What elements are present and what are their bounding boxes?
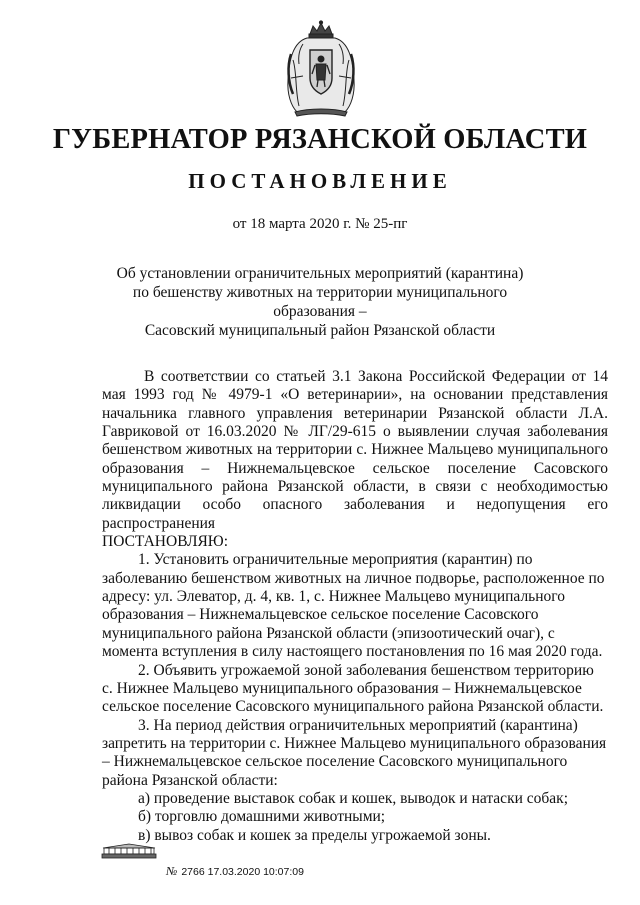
registration-number-timestamp: 2766 17.03.2020 10:07:09 <box>181 866 304 878</box>
item-3-paragraph: 3. На период действия ограничительных мероприятий (карантина) запретить на территории с. Нижнее Мальцево муниципального образования – Нижнемальцевское сельское поселение Сасовского муниципального района Рязанской области: <box>102 716 607 789</box>
decree-word: ПОСТАНОВЛЯЮ: <box>102 533 229 551</box>
document-date-number: от 18 марта 2020 г. № 25-пг <box>232 216 408 232</box>
subject-line: по бешенству животных на территории муниципального образования – <box>132 284 508 320</box>
issuing-authority-heading: ГУБЕРНАТОР РЯЗАНСКОЙ ОБЛАСТИ <box>52 124 588 155</box>
item-3-subitem-a: а) проведение выставок собак и кошек, выводок и натаски собак; <box>138 789 568 807</box>
registration-stamp-logo <box>101 843 157 859</box>
registration-number-symbol: № <box>166 864 178 878</box>
subject-line: Сасовский муниципальный район Рязанской области <box>144 322 496 339</box>
registration-mark <box>166 864 304 879</box>
item-2-paragraph: 2. Объявить угрожаемой зоной заболевания бешенством территорию с. Нижнее Мальцево муниципального образования – Нижнемальцевское сельское поселение Сасовского муниципального района Рязанской области. <box>102 661 604 716</box>
item-3-subitem-c: в) вывоз собак и кошек за пределы угрожаемой зоны. <box>138 826 491 844</box>
document-subject <box>100 264 540 340</box>
item-3-subitem-b: б) торговлю домашними животными; <box>138 808 386 826</box>
document-body <box>102 368 608 845</box>
coat-of-arms-emblem <box>283 20 359 118</box>
subject-line: Об установлении ограничительных мероприятий (карантина) <box>116 265 524 282</box>
item-1-paragraph: 1. Установить ограничительные мероприятия (карантин) по заболеванию бешенством животных на личное подворье, расположенное по адресу: ул. Элеватор, д. 4, кв. 1, с. Нижнее Мальцево муниципального образования – Нижнемальцевское сельское поселение Сасовского муниципального района Рязанской области (эпизоотический очаг), с момента вступления в силу настоящего постановления по 16 мая 2020 года. <box>102 551 605 661</box>
preamble-paragraph: В соответствии со статьей 3.1 Закона Российской Федерации от 14 мая 1993 год № 4979-1 «О ветеринарии», на основании представления начальника главного управления ветеринарии Рязанской области Л.А. Гавриковой от 16.03.2020 № ЛГ/29-615 о выявлении случая заболевания бешенством животных на территории с. Нижнее Мальцево муниципального образования – Нижнемальцевское сельское поселение Сасовского муниципального района Рязанской области, в связи с необходимостью ликвидации особо опасного заболевания и недопущения его распространения <box>102 368 608 532</box>
document-type-heading: ПОСТАНОВЛЕНИЕ <box>188 169 452 193</box>
